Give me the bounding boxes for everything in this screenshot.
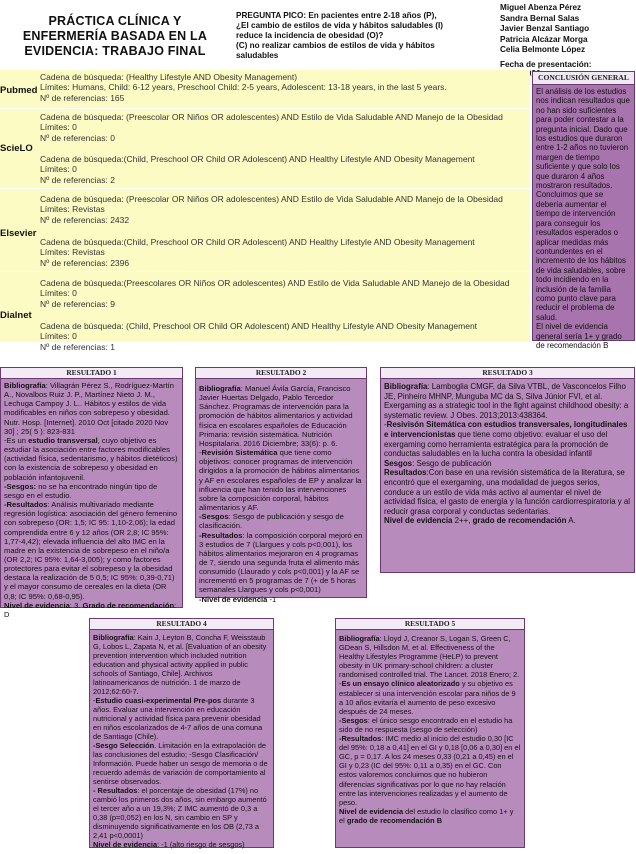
- search-refs: Nº de referencias: 2: [40, 174, 115, 185]
- result-biases: [199, 512, 363, 530]
- search-refs: Nº de referencias: 2432: [40, 214, 130, 225]
- search-limits: Límites: 0: [40, 164, 77, 175]
- search-table: [0, 70, 530, 352]
- result-text-fragment: : la composición corporal mejoró en 3 estudios de 7 (Llargues y cols p<0,001), los hábitos alimentarios mejoraron en 4 programas de 7, siendo una segunda fruta el alimento más consumido (Llaurado y cols p<0,001) y la AF se incrementó en 5 programas de 7 (+ de 5 horas semanales Llargues y cols p<0,001): [199, 530, 363, 595]
- result-text-fragment: Resivisón Sitemática con estudios transversales, longitudinales e intervencionistas: [384, 420, 628, 439]
- search-string: Cadena de búsqueda: (Preescolar OR Niños OR adolescentes) AND Estilo de Vida Saludable AND Manejo de la Obesidad: [40, 194, 503, 204]
- result-title: RESULTADO 3: [381, 368, 634, 379]
- result-findings: [4, 500, 179, 601]
- result-objective: [4, 436, 179, 482]
- result-text-fragment: -Es un: [4, 435, 29, 445]
- result-bibliography: [93, 633, 270, 696]
- result-text-fragment: -Sesgos:: [4, 481, 37, 491]
- row-divider: [0, 188, 530, 189]
- search-limits: Límites: 0: [40, 331, 77, 342]
- result-findings: [339, 734, 521, 807]
- result-text-fragment: -1: [267, 594, 277, 604]
- result-text-fragment: . Limitación en la extrapolación de las conclusiones del estudio; -Sesgo Clasificación/ Información. Puede haber un sesgo de memoria o de recuerdo además de variación de comportamiento al sentirse observados.: [93, 741, 268, 786]
- result-bibliography: [4, 381, 179, 436]
- result-text-fragment: durante 3 años. Evaluar una intervención en educación nutricional y actividad física para prevenir obesidad en niños escolarizados de 4-7 años de una comuna de Santiago (Chile).: [93, 696, 263, 741]
- author-name: Celia Belmonte López: [500, 45, 586, 54]
- result-biases: [384, 459, 631, 469]
- result-objective: [339, 679, 521, 715]
- search-block-pubmed: [40, 72, 530, 103]
- result-text-fragment: : Análisis multivariado mediante regresión logística: asociación del género femenino con sobrepeso (OR: 1,5; IC 95: 1,10-2,06); la edad comprendida entre 6 y 12 años (OR 2,8; IC 95%: 1,77-4,42); elevada influencia del alto IMC en la madre en la existencia de sobrepeso en el niño/a (OR 2,2; IC 95%: 1,64-3,005); y como factores protectores para evitar el sobrepeso y la obesidad destaca la realización de 5 0,5; IC 95%: 0,39-0,71) y el mayor consumo de cereales en la dieta (OR 0,8; IC 95%: 0,68-0,95).: [4, 500, 178, 601]
- result-text-fragment: : Villagrán Pérez S., Rodríguez-Martín A., Novalbos Ruiz J. P., Martínez Nieto J. M., Lechuga Campoy J. L.. Hábitos y estilos de vida modificables en niños con sobrepeso y obesidad. Nutr. Hosp. [Internet]. 2010 Oct [citado 2020 Nov 30] ; 25( 5 ): 823-831: [4, 381, 174, 436]
- result-text-fragment: -Sesgo Selección: [93, 741, 155, 750]
- db-label-elsevier: Elsevier: [0, 228, 37, 239]
- result-text-fragment: : IMC medio al inicio del estudio 0,30 [IC del 95%: 0,18 a 0,41] en el GI y 0,18 [0,06 a 0,30] en el GC, p = 0,17. A los 24 meses 0,33 (0,21 a 0,45) en el GI y 0,23 (IC del 95%: 0,11 a 0,35) en el GC. Con estos valoremos concluimos que no hubieron diferencias significativas por lo que no hay relación entre las intervenciones realizadas y el aumento de peso.: [339, 734, 521, 807]
- result-objective: [199, 448, 363, 512]
- search-refs: Nº de referencias: 2396: [40, 257, 130, 268]
- pico-line: saludables: [236, 51, 279, 60]
- result-text-fragment: :Con base en una revisión sistemática de la literatura, se encontró que el exergaming, una modalidad de juegos serios, conduce a un estilo de vida más activo al aumentar el nivel de actividad física, el gasto de energía y la función cardiorrespiratoria y al reducir grasa corporal y conductas sedentarias.: [384, 468, 631, 516]
- result-text-fragment: : Lamboglia CMGF, da Silva VTBL, de Vasconcelos Filho JE, Pinheiro MHNP, Munguba MC da S, Silva Júnior FVI, et al. Exergaming as a strategic tool in the fight against childhood obesity: a systematic review. J Obes. 2013;2013:438364.: [384, 382, 629, 420]
- result-evidence-level: [199, 595, 363, 604]
- result-card-3: [380, 367, 635, 573]
- search-block-dialnet-2: [40, 321, 530, 352]
- author-name: Miguel Abenza Pérez: [500, 3, 582, 12]
- result-text-fragment: Grado de recomendación: [82, 600, 175, 610]
- search-string: Cadena de búsqueda: (Healthy Lifestyle AND Obesity Management): [40, 72, 298, 82]
- result-text-fragment: Bibliografía: [4, 381, 46, 390]
- result-card-5: [335, 618, 525, 848]
- result-text-fragment: Bibliografía: [93, 633, 134, 642]
- pico-line: (C) no realizar cambios de estilos de vida y hábitos: [236, 41, 435, 50]
- authors-list: [500, 3, 634, 56]
- result-findings: [93, 786, 270, 840]
- result-objective: [93, 696, 270, 741]
- result-text-fragment: Bibliografía: [339, 634, 380, 643]
- pico-line: reduce la incidencia de obesidad (O)?: [236, 31, 384, 40]
- search-refs: Nº de referencias: 0: [40, 132, 115, 143]
- conclusion-level: El nivel de evidencia general sería 1+ y grado de recomendación B: [536, 322, 622, 350]
- result-text-fragment: Sesgos: [384, 458, 413, 468]
- search-limits: Límites: Revistas: [40, 247, 105, 258]
- result-text-fragment: que tiene como objetivos: conocer programas de intervención dirigidos a la promoción de hábitos alimentarios y AF en escolares españoles de EP y analizar la influencia que han tenido las intervenciones sobre la composición corporal, hábitos alimentarios y AF.: [199, 448, 362, 513]
- result-text-fragment: grado de recomendación B: [346, 815, 443, 825]
- result-text-fragment: Nivel de evidencia: [384, 516, 453, 526]
- result-text-fragment: : Kain J, Leyton B, Concha F, Weisstaub G, Lobos L, Zapata N, et al. [Evaluation of an obesity prevention intervention which included nutrition education and physical activity applied in public schools of Santiago, Chile]. Archivos latinoamericanos de nutrición. 1 de marzo de 2012;62:60-7.: [93, 633, 267, 696]
- presentation-date: Fecha de presentación:: [500, 60, 592, 69]
- result-text-fragment: : D: [4, 600, 177, 619]
- conclusion-text: El análisis de los estudios nos indican resultados que no han sido suficientes para poder contestar a la pregunta inicial. Dado que los estudios que duraron entre 1-2 años no tuvieron margen de tiempo suficiente y que solo los que duraron 4 años mostraron resultados. Concluimos que se debería aumentar el tiempo de intervención para conseguir los resultados esperados o aplicar medidas más contundentes en el incremento de los hábitos de vida saludables, sobre todo incidiendo en la inclusión de la familia como punto clave para reducir el problema de salud.: [536, 87, 630, 322]
- result-evidence-level: [4, 601, 179, 619]
- result-title: RESULTADO 4: [90, 619, 273, 630]
- pico-line: PREGUNTA PICO: En pacientes entre 2-18 años (P),: [236, 11, 437, 20]
- result-text-fragment: : 3.: [69, 600, 83, 610]
- result-text-fragment: : Lloyd J, Creanor S, Logan S, Green C, GDean S, Hillsdon M, et al. Effectiveness of the Healthy Lifestyles Programme (HeLP) to prevent obesity in UK primary-school children: a cluster randomised controlled trial. The Lancet. 2018 Enero; 2.: [339, 634, 520, 680]
- result-text-fragment: Revisión Sistemática: [201, 448, 278, 458]
- result-text-fragment: -Resultados: [339, 734, 382, 744]
- result-text-fragment: grado de recomendación: [472, 516, 567, 526]
- result-card-4: [89, 618, 274, 848]
- db-label-scielo: ScieLO: [0, 143, 33, 154]
- author-name: Patricia Alcázar Morga: [500, 34, 588, 44]
- search-block-scielo-1: [40, 112, 530, 143]
- search-string: Cadena de búsqueda: (Child, Preschool OR Child OR Adolescent) AND Healthy Lifestyle AND Obesity Management: [40, 321, 478, 331]
- result-biases: [93, 741, 270, 786]
- result-text-fragment: Resultados: [384, 468, 427, 478]
- db-label-dialnet: Dialnet: [0, 310, 32, 321]
- result-findings: [199, 531, 363, 595]
- result-evidence-level: [93, 840, 270, 849]
- result-text-fragment: Bibliografía: [384, 382, 428, 391]
- result-text-fragment: Estudio cuasi-experimental Pre-pos: [95, 696, 222, 705]
- result-text-fragment: A.: [566, 516, 576, 526]
- result-text-fragment: -: [384, 420, 387, 430]
- result-text-fragment: : Sesgo de publicación y sesgo de clasificación.: [199, 512, 344, 531]
- search-string: Cadena de búsqueda:(Child, Preschool OR Child OR Adolescent) AND Healthy Lifestyle AND Obesity Management: [40, 237, 475, 247]
- result-text-fragment: del estudio lo clasifico como 1+ y el: [339, 806, 514, 825]
- search-block-dialnet-1: [40, 278, 530, 309]
- result-text-fragment: -: [93, 696, 96, 705]
- result-text-fragment: Nivel de evidencia: [4, 600, 70, 610]
- result-text-fragment: Nivel de evidencia: [339, 806, 404, 816]
- result-text-fragment: Bibliografía: [199, 384, 241, 393]
- result-bibliography: [339, 634, 521, 679]
- pico-line: ¿El cambio de estilos de vida y hábitos saludables (I): [236, 21, 444, 30]
- search-limits: Límites: 0: [40, 122, 77, 133]
- result-card-2: [195, 367, 367, 604]
- result-evidence-level: [384, 516, 631, 526]
- result-text-fragment: : el único sesgo encontrado en el estudio ha sido de no respuesta (sesgo de selección): [339, 715, 513, 734]
- result-text-fragment: estudio transversal: [28, 435, 98, 445]
- result-text-fragment: Es un ensayo clínico aleatorizado: [341, 679, 460, 689]
- result-text-fragment: no se ha encontrado ningún tipo de sesgo en el estudio.: [4, 481, 158, 500]
- search-block-scielo-2: [40, 154, 530, 185]
- result-bibliography: [384, 382, 631, 420]
- conclusion-title: CONCLUSIÓN GENERAL: [533, 72, 634, 85]
- result-text-fragment: -Resultados: [4, 500, 48, 510]
- result-evidence-level: [339, 807, 521, 825]
- result-text-fragment: : Sesgo de publicación: [412, 458, 492, 468]
- search-limits: Límites: 0: [40, 288, 77, 299]
- result-text-fragment: : -1 (alto riesgo de sesgos): [157, 840, 245, 849]
- result-text-fragment: : el porcentaje de obesidad (17%) no cambió los primeros dos años, sin embargo aumentó el tercer año a un 19,3%; Z IMC aumentó de 0,3 a 0,38 (p=0,052) en los N, sin cambio en SP y disminuyendo significativamente en los OB (2,73 a 2,41 p<0,0001): [93, 786, 267, 840]
- search-string: Cadena de búsqueda:(Child, Preschool OR Child OR Adolescent) AND Healthy Lifestyle AND Obesity Management: [40, 154, 475, 164]
- db-label-pubmed: Pubmed: [0, 85, 38, 96]
- search-block-elsevier-1: [40, 194, 530, 225]
- result-card-1: [0, 367, 183, 619]
- result-text-fragment: -Nivel de evidencia: [199, 594, 268, 604]
- search-refs: Nº de referencias: 1: [40, 341, 115, 352]
- search-block-elsevier-2: [40, 237, 530, 268]
- author-name: Javier Benzal Santiago: [500, 24, 590, 33]
- result-text-fragment: : Manuel Ávila García, Francisco Javier Huertas Delgado, Pablo Tercedor Sánchez. Programas de intervención para la promoción de hábitos alimentarios y actividad física en escolares españoles de Educación Primaria: revisión sistemática. Nutrición Hospitalaria. 2016 Diciembre; 33(6): p. 6.: [199, 384, 353, 448]
- result-text-fragment: -: [199, 448, 202, 458]
- search-limits: Límites: Revistas: [40, 204, 105, 215]
- result-text-fragment: y su objetivo es establecer si una intervención escolar para niños de 9 a 10 años evitaría el aumento de peso excesivo después de 24 meses.: [339, 679, 516, 716]
- pico-question: [236, 11, 488, 61]
- search-refs: Nº de referencias: 165: [40, 92, 125, 103]
- author-name: Sandra Bernal Salas: [500, 13, 580, 23]
- page-title: PRÁCTICA CLÍNICA Y ENFERMERÍA BASADA EN LA EVIDENCIA: TRABAJO FINAL: [22, 14, 208, 58]
- search-refs: Nº de referencias: 9: [40, 298, 115, 309]
- result-text-fragment: 2++,: [452, 516, 473, 526]
- search-string: Cadena de búsqueda: (Preescolar OR Niños OR adolescentes) AND Estilo de Vida Saludable AND Manejo de la Obesidad: [40, 112, 503, 122]
- search-string: Cadena de búsqueda:(Preescolares OR Niños OR adolescentes) AND Estilo de Vida Saludable AND Manejo de la Obesidad: [40, 278, 510, 288]
- result-text-fragment: Nivel de evidencia: [93, 840, 158, 849]
- result-objective: [384, 420, 631, 458]
- result-bibliography: [199, 384, 363, 448]
- result-text-fragment: - Resultados: [93, 786, 138, 795]
- result-text-fragment: , cuyo objetivo es estudiar la asociación entre factores modificables (actividad física, sedentarismo, y hábitos dietéticos) con la existencia de sobrepeso y obesidad en población infantojuvenil.: [4, 435, 178, 482]
- result-title: RESULTADO 2: [196, 368, 366, 379]
- result-title: RESULTADO 5: [336, 619, 524, 630]
- result-text-fragment: que tiene como objetivo: evaluar el uso del exergaming como herramienta estratégica para la promoción de conductas saludables en la lucha contra la obesidad infantil: [384, 429, 609, 459]
- row-divider: [0, 271, 530, 272]
- result-biases: [339, 716, 521, 734]
- result-text-fragment: -: [339, 679, 342, 689]
- row-divider: [0, 108, 530, 109]
- result-text-fragment: -Sesgos: [339, 715, 368, 725]
- search-limits: Límites: Humans, Child: 6-12 years, Preschool Child: 2-5 years, Adolescent: 13-18 years, in the last 5 years.: [40, 82, 447, 93]
- conclusion-panel: [532, 71, 635, 350]
- result-findings: [384, 468, 631, 516]
- result-text-fragment: -Resultados: [199, 530, 243, 540]
- result-biases: [4, 482, 179, 500]
- result-text-fragment: -Sesgos: [199, 512, 229, 522]
- result-title: RESULTADO 1: [1, 368, 182, 379]
